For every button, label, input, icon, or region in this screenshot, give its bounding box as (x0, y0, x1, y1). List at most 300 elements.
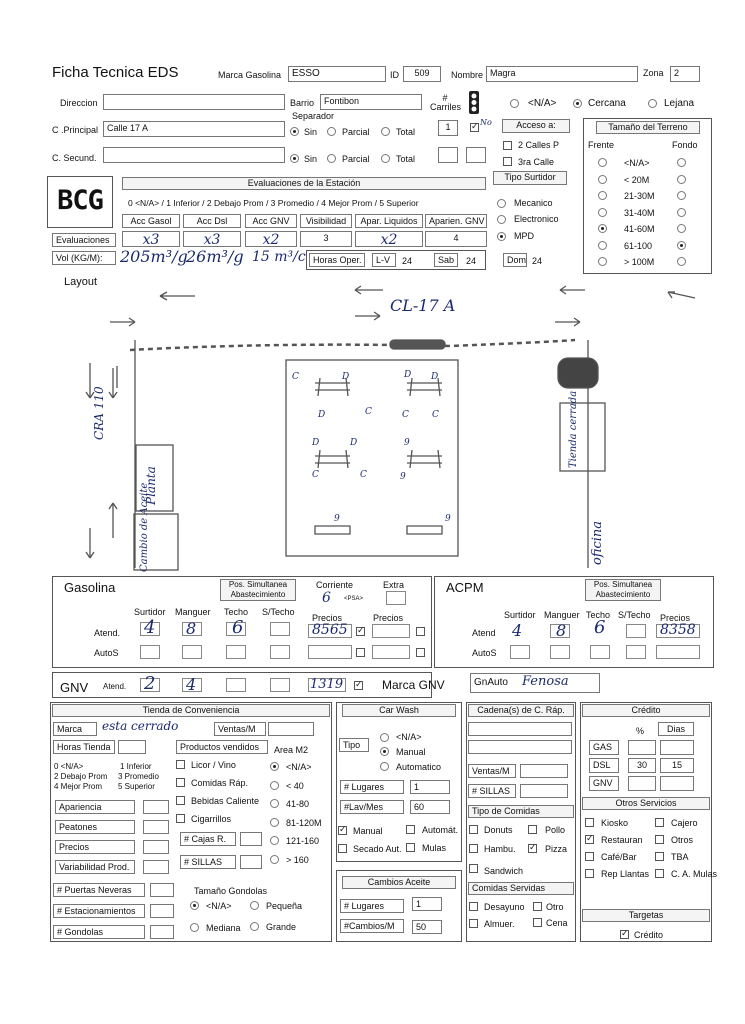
vol-dsl: 26m³/g (186, 247, 244, 266)
gasolina-extra-field[interactable] (386, 591, 406, 605)
surtidor-mpd-label: MPD (514, 231, 534, 241)
sep1-sin-radio[interactable] (290, 127, 299, 136)
aceite-lugares-field[interactable]: 1 (412, 897, 442, 911)
traffic-light-icon (466, 90, 482, 116)
proximity-cercana-label: Cercana (588, 98, 626, 109)
acpm-precio-value: 8358 (660, 622, 696, 638)
vol-label: Vol (KG/M): (52, 251, 116, 265)
frente-radio-1[interactable] (598, 175, 607, 184)
area-radio-2[interactable] (270, 799, 279, 808)
acpm-autos-label: AutoS (472, 648, 497, 658)
gnv-atend-label: Atend. (103, 682, 127, 691)
proximity-cercana-radio[interactable] (573, 99, 582, 108)
cajas-field[interactable] (240, 832, 262, 846)
sep2-parcial-radio[interactable] (327, 154, 336, 163)
aceite-lugares-label: # Lugares (340, 899, 404, 913)
vol-gnv: 15 m³/c (252, 249, 306, 265)
tienda-eval-label-2: Precios (55, 840, 135, 854)
gasolina-stecho-autos[interactable] (270, 645, 290, 659)
carwash-mulas-check[interactable] (406, 843, 415, 852)
tienda-eval-field-0[interactable] (143, 800, 169, 814)
gasolina-surtidor-autos[interactable] (140, 645, 160, 659)
credito-pct-label: % (636, 726, 645, 736)
id-label: ID (390, 70, 399, 80)
otros-check-3[interactable] (655, 835, 664, 844)
servida-cena-label: Cena (546, 918, 568, 928)
acceso-3ra-label: 3ra Calle (518, 157, 555, 167)
tienda-scale-1: 1 Inferior (120, 762, 152, 771)
carwash-title: Car Wash (342, 704, 456, 717)
barrio-label: Barrio (290, 98, 315, 108)
tienda-eval-field-1[interactable] (143, 820, 169, 834)
surtidor-electronico-radio[interactable] (497, 215, 506, 224)
tienda-extra-label-0: # Puertas Neveras (53, 883, 145, 897)
horas-label: Horas Oper. (309, 253, 365, 267)
fondo-radio-1[interactable] (677, 175, 686, 184)
otros-label-1: Cajero (671, 818, 698, 828)
eval-value-4[interactable]: x2 (355, 231, 423, 247)
gnv-marca-hand: Fenosa (522, 674, 569, 689)
comida-pizza-check[interactable] (528, 844, 537, 853)
gnv-stecho-field[interactable] (270, 678, 290, 692)
cajas-label: # Cajas R. (180, 832, 236, 846)
cadena-field-2[interactable] (468, 740, 572, 754)
servida-desayuno-check[interactable] (469, 902, 478, 911)
gasolina-corriente-value: 6 (322, 590, 331, 606)
layout-title: Layout (64, 276, 98, 288)
otros-check-4[interactable] (585, 852, 594, 861)
tienda-extra-field-2[interactable] (150, 925, 174, 939)
carwash-lav-field[interactable]: 60 (410, 800, 450, 814)
terreno-option-6: > 100M (624, 257, 655, 267)
carwash-lugares-label: # Lugares (340, 780, 404, 794)
acceso-title: Acceso a: (502, 119, 570, 133)
eval-value-2[interactable]: x2 (245, 231, 297, 247)
acpm-surtidor-value: 4 (512, 621, 523, 640)
cadena-sillas-label: # SILLAS (468, 784, 516, 798)
otros-label-6: Rep Llantas (601, 869, 650, 879)
producto-check-3[interactable] (176, 814, 185, 823)
credito-row-label-0: GAS (589, 740, 619, 755)
tienda-extra-label-2: # Gondolas (53, 925, 145, 939)
gasolina-precio-value: 8565 (312, 622, 348, 638)
carwash-manual-radio[interactable] (380, 747, 389, 756)
island-label-8: D (312, 438, 320, 448)
separador-check[interactable] (470, 123, 479, 132)
credito-row-pct-0[interactable] (628, 740, 656, 755)
comida-hambu-label: Hambu. (484, 844, 516, 854)
frente-radio-5[interactable] (598, 241, 607, 250)
tienda-extra-field-1[interactable] (150, 904, 174, 918)
gasolina-techo-autos[interactable] (226, 645, 246, 659)
servida-otro-check[interactable] (533, 902, 542, 911)
gondolas-pequena-radio[interactable] (250, 901, 259, 910)
credito-row-label-2: GNV (589, 776, 619, 791)
area-radio-5[interactable] (270, 855, 279, 864)
gasolina-precio-extra-field[interactable] (372, 624, 410, 638)
acpm-col-surtidor: Surtidor (504, 610, 536, 620)
acpm-title: ACPM (446, 580, 484, 595)
acceso-3ra-check[interactable] (503, 157, 512, 166)
eval-value-0[interactable]: x3 (122, 231, 180, 247)
gasolina-autos-extra-check[interactable] (416, 648, 425, 657)
credito-dias-label: Dias (658, 722, 694, 736)
sab-label: Sab (434, 253, 458, 267)
eval-col-1: Acc Dsl (183, 214, 241, 228)
gasolina-pos-label: Pos. Simultanea Abastecimiento (220, 579, 296, 601)
area-radio-1[interactable] (270, 781, 279, 790)
gasolina-autos-label: AutoS (94, 648, 119, 658)
frente-label: Frente (588, 140, 615, 150)
logo-text: BCG (57, 185, 103, 216)
sab-value[interactable]: 24 (466, 256, 477, 266)
page-title: Ficha Tecnica EDS (52, 64, 179, 81)
zona-field[interactable]: 2 (670, 66, 700, 82)
carwash-lugares-field[interactable]: 1 (410, 780, 450, 794)
island-label-12: 9 (404, 438, 410, 448)
gondolas-na-label: <N/A> (206, 901, 232, 911)
acceso-2calles-check[interactable] (503, 141, 512, 150)
gasolina-extra-check[interactable] (416, 627, 425, 636)
carwash-lav-label: #Lav/Mes (340, 800, 404, 814)
credito-row-dias-2[interactable] (660, 776, 694, 791)
servida-otro-label: Otro (546, 902, 564, 912)
direccion-field[interactable] (103, 94, 285, 110)
carriles-field[interactable]: 1 (438, 120, 458, 136)
acpm-precio-autos[interactable] (656, 645, 700, 659)
carwash-na-radio[interactable] (380, 733, 389, 742)
gnv-manguer-value: 4 (186, 675, 197, 694)
targetas-credito-check[interactable] (620, 930, 629, 939)
carwash-manual-check[interactable] (338, 826, 347, 835)
frente-radio-6[interactable] (598, 257, 607, 266)
gnv-precio-value: 1319 (310, 677, 344, 692)
gasolina-precio-extra-autos[interactable] (372, 645, 410, 659)
credito-row-dias-1[interactable]: 15 (660, 758, 694, 773)
producto-label-3: Cigarrillos (191, 814, 232, 824)
sep2-parcial-label: Parcial (342, 154, 370, 164)
acpm-stecho-autos[interactable] (626, 645, 646, 659)
otros-label-4: Café/Bar (601, 852, 637, 862)
gasolina-psa-label: <PSA> (344, 596, 364, 602)
frente-radio-3[interactable] (598, 208, 607, 217)
island-label-11: C (360, 470, 367, 480)
tienda-scale-3: 3 Promedio (118, 772, 159, 781)
terreno-option-0: <N/A> (624, 158, 650, 168)
layout-cra-label: CRA 110 (92, 386, 106, 440)
cadena-title: Cadena(s) de C. Ráp. (468, 704, 574, 717)
comida-pollo-label: Pollo (545, 825, 566, 835)
carriles-label: # Carriles (430, 93, 462, 112)
area-label: Area M2 (274, 745, 309, 755)
gasolina-extra-label: Extra (383, 580, 405, 590)
eval-col-2: Acc GNV (245, 214, 297, 228)
fondo-radio-2[interactable] (677, 191, 686, 200)
cadena-servidas-label: Comidas Servidas (468, 882, 574, 895)
fondo-radio-5[interactable] (677, 241, 686, 250)
tienda-scale-4: 4 Mejor Prom (54, 782, 103, 791)
gasolina-corriente-check[interactable] (356, 627, 365, 636)
gasolina-precios2-label: Precios (373, 613, 404, 623)
vol-gasol: 205m³/g (120, 247, 188, 266)
direccion-label: Direccion (60, 98, 98, 108)
cadena-field-1[interactable] (468, 722, 572, 736)
sep2-sin-radio[interactable] (290, 154, 299, 163)
barrio-field[interactable]: Fontibon (320, 94, 422, 110)
otros-check-6[interactable] (585, 869, 594, 878)
comida-donuts-label: Donuts (484, 825, 513, 835)
dom-value[interactable]: 24 (532, 256, 543, 266)
terreno-option-5: 61-100 (624, 240, 653, 251)
surtidor-mecanico-radio[interactable] (497, 199, 506, 208)
surtidor-mpd-radio[interactable] (497, 232, 506, 241)
gondolas-size-label: Tamaño Gondolas (194, 886, 268, 896)
fondo-radio-4[interactable] (677, 224, 686, 233)
terreno-option-3: 31-40M (624, 207, 655, 218)
frente-radio-0[interactable] (598, 158, 607, 167)
aceite-cambios-label: #Cambios/M (340, 919, 404, 933)
eval-col-5: Aparien. GNV (425, 214, 487, 228)
productos-label: Productos vendidos (176, 740, 268, 754)
gasolina-precio-autos[interactable] (308, 645, 352, 659)
sep1-sin-label: Sin (304, 127, 318, 137)
sep1-total-radio[interactable] (381, 127, 390, 136)
surtidor-mecanico-label: Mecanico (514, 198, 553, 208)
gasolina-col-techo: Techo (224, 607, 249, 617)
carwash-na-label: <N/A> (396, 732, 422, 742)
servida-almuer-label: Almuer. (484, 919, 515, 929)
secund-field[interactable] (103, 147, 285, 163)
terreno-option-1: < 20M (624, 174, 650, 185)
acpm-manguer-value: 8 (556, 621, 567, 640)
otros-label-5: TBA (671, 852, 689, 862)
carwash-automat-check[interactable] (406, 825, 415, 834)
aceite-cambios-field[interactable]: 50 (412, 920, 442, 934)
producto-check-1[interactable] (176, 778, 185, 787)
carwash-tipo-label: Tipo (339, 738, 369, 752)
island-label-6: D (431, 372, 439, 382)
gnv-surtidor-value: 2 (144, 673, 156, 694)
producto-check-0[interactable] (176, 760, 185, 769)
tienda-marca-value[interactable]: esta cerrado (102, 719, 179, 733)
acpm-col-manguer: Manguer (544, 610, 580, 620)
otros-title: Otros Servicios (582, 797, 710, 810)
acpm-techo-value: 6 (594, 617, 606, 638)
nombre-field[interactable]: Magra (486, 66, 638, 82)
targetas-title: Targetas (582, 909, 710, 922)
lv-value[interactable]: 24 (402, 256, 413, 266)
gasolina-title: Gasolina (64, 580, 116, 595)
tienda-marca-label: Marca (53, 722, 97, 736)
gnv-techo-field[interactable] (226, 678, 246, 692)
cadena-ventas-label: Ventas/M (468, 764, 516, 778)
gasolina-stecho-atend[interactable] (270, 622, 290, 636)
island-label-13: 9 (400, 472, 406, 482)
island-label-2: D (342, 372, 350, 382)
tienda-ventas-field[interactable] (268, 722, 314, 736)
tienda-ventas-label: Ventas/M (214, 722, 266, 736)
comida-pizza-label: Pizza (545, 844, 568, 854)
producto-check-2[interactable] (176, 796, 185, 805)
gondolas-grande-radio[interactable] (250, 922, 259, 931)
otros-label-7: C. A. Mulas (671, 869, 718, 879)
tienda-eval-label-0: Apariencia (55, 800, 135, 814)
otros-check-0[interactable] (585, 818, 594, 827)
fondo-radio-6[interactable] (677, 257, 686, 266)
gasolina-manguer-autos[interactable] (182, 645, 202, 659)
acpm-stecho-atend[interactable] (626, 624, 646, 638)
layout-oficina-label: oficina (590, 520, 605, 565)
tienda-horas-field[interactable] (118, 740, 146, 754)
acpm-manguer-autos[interactable] (550, 645, 570, 659)
otros-check-5[interactable] (655, 852, 664, 861)
acceso-2calles-label: 2 Calles P (518, 140, 560, 150)
marca-label: Marca Gasolina (218, 70, 282, 80)
area-option-0: <N/A> (286, 762, 312, 772)
sep1-parcial-radio[interactable] (327, 127, 336, 136)
credito-row-pct-2[interactable] (628, 776, 656, 791)
terreno-option-2: 21-30M (624, 191, 655, 201)
carwash-auto-radio[interactable] (380, 762, 389, 771)
proximity-lejana-label: Lejana (664, 98, 695, 109)
tienda-extra-label-1: # Estacionamientos (53, 904, 145, 918)
island-label-0: C (292, 372, 299, 382)
frente-radio-4[interactable] (598, 224, 607, 233)
layout-cambio-label: Cambio de Aceite (139, 482, 150, 572)
sep2-total-label: Total (396, 154, 416, 164)
gnv-marca-field[interactable]: GnAuto (470, 673, 600, 693)
island-label-4: D (404, 370, 412, 380)
comida-donuts-check[interactable] (469, 825, 478, 834)
cadena-ventas-field[interactable] (520, 764, 568, 778)
carriles2-field[interactable] (438, 147, 458, 163)
acpm-atend-label: Atend (472, 628, 496, 638)
credito-row-label-1: DSL (589, 758, 619, 773)
otros-check-1[interactable] (655, 818, 664, 827)
area-option-4: 121-160 (286, 836, 320, 846)
island-label-14: 9 (334, 514, 340, 524)
acpm-surtidor-autos[interactable] (510, 645, 530, 659)
otros-check-7[interactable] (655, 869, 664, 878)
frente-radio-2[interactable] (598, 191, 607, 200)
surtidor-electronico-label: Electronico (514, 214, 559, 224)
proximity-na-radio[interactable] (510, 99, 519, 108)
targetas-credito-label: Crédito (634, 930, 664, 940)
id-field[interactable]: 509 (403, 66, 441, 82)
zona-label: Zona (643, 68, 664, 78)
acpm-col-stecho: S/Techo (618, 610, 651, 620)
carwash-secado-label: Secado Aut. (353, 844, 402, 854)
layout-tienda-label: Tienda cerrada (568, 390, 579, 468)
area-radio-0[interactable] (270, 762, 279, 771)
sep1-total-label: Total (396, 127, 416, 137)
tienda-sillas-field[interactable] (240, 855, 262, 869)
carwash-secado-check[interactable] (338, 844, 347, 853)
gondolas-mediana-radio[interactable] (190, 923, 199, 932)
otros-check-2[interactable] (585, 835, 594, 844)
tienda-eval-field-2[interactable] (143, 840, 169, 854)
gnv-title: GNV (60, 680, 89, 695)
separador-note: No (480, 118, 492, 127)
comida-hambu-check[interactable] (469, 844, 478, 853)
tienda-extra-field-0[interactable] (150, 883, 174, 897)
island-label-9: C (312, 470, 319, 480)
area-radio-3[interactable] (270, 818, 279, 827)
cadena-sillas-field[interactable] (520, 784, 568, 798)
acpm-techo-autos[interactable] (590, 645, 610, 659)
proximity-na-label: <N/A> (528, 98, 557, 109)
comida-sandwich-label: Sandwich (484, 866, 524, 876)
layout-street-label: CL-17 A (390, 296, 456, 315)
gasolina-surtidor-value: 4 (144, 617, 156, 638)
fondo-radio-0[interactable] (677, 158, 686, 167)
marca-field[interactable]: ESSO (288, 66, 386, 82)
surtidor-title: Tipo Surtidor (493, 171, 567, 185)
island-label-3: C (365, 407, 372, 417)
credito-row-dias-0[interactable] (660, 740, 694, 755)
comida-pollo-check[interactable] (528, 825, 537, 834)
eval-value-5[interactable]: 4 (425, 231, 487, 247)
sep2-total-radio[interactable] (381, 154, 390, 163)
servida-almuer-check[interactable] (469, 919, 478, 928)
area-option-2: 41-80 (286, 799, 310, 809)
gasolina-manguer-value: 8 (186, 619, 197, 638)
credito-row-pct-1[interactable]: 30 (628, 758, 656, 773)
gasolina-techo-value: 6 (232, 617, 244, 638)
credito-title: Crédito (582, 704, 710, 717)
servida-desayuno-label: Desayuno (484, 902, 525, 912)
gondolas-na-radio[interactable] (190, 901, 199, 910)
gondolas-pequena-label: Pequeña (266, 901, 303, 911)
evaluaciones-title: Evaluaciones de la Estación (122, 177, 486, 190)
eval-value-3[interactable]: 3 (300, 231, 352, 247)
evaluaciones-scale: 0 <N/A> / 1 Inferior / 2 Debajo Prom / 3 Promedio / 4 Mejor Prom / 5 Superior (128, 198, 419, 208)
gasolina-atend-label: Atend. (94, 628, 121, 638)
gnv-precio-check[interactable] (354, 681, 363, 690)
gasolina-col-stecho: S/Techo (262, 607, 295, 617)
comida-sandwich-check[interactable] (469, 864, 478, 873)
otros-label-3: Otros (671, 835, 694, 845)
producto-label-2: Bebidas Caliente (191, 796, 260, 806)
eval-value-1[interactable]: x3 (183, 231, 241, 247)
tienda-horas-label: Horas Tienda (53, 740, 115, 754)
tienda-scale-5: 5 Superior (118, 782, 155, 791)
area-radio-4[interactable] (270, 836, 279, 845)
island-label-5: C (402, 410, 409, 420)
gasolina-autos-check[interactable] (356, 648, 365, 657)
dom-label: Dom (503, 253, 527, 267)
sep2-sin-label: Sin (304, 154, 318, 164)
area-option-1: < 40 (286, 780, 304, 791)
producto-label-0: Licor / Vino (191, 760, 236, 770)
aceite-title: Cambios Aceite (342, 876, 456, 889)
fondo-radio-3[interactable] (677, 208, 686, 217)
eval-col-4: Apar. Liquidos (355, 214, 423, 228)
producto-label-1: Comidas Ráp. (191, 778, 249, 788)
island-label-10: D (350, 438, 358, 448)
proximity-lejana-radio[interactable] (648, 99, 657, 108)
principal-field[interactable]: Calle 17 A (103, 121, 285, 137)
gasolina-col-surtidor: Surtidor (134, 607, 166, 617)
tienda-scale-0: 0 <N/A> (54, 762, 84, 771)
separador2-field[interactable] (466, 147, 486, 163)
tienda-eval-field-3[interactable] (143, 860, 169, 874)
carwash-manual-check-label: Manual (353, 826, 383, 836)
island-label-7: C (432, 410, 439, 420)
servida-cena-check[interactable] (533, 918, 542, 927)
otros-label-2: Restauran (601, 835, 643, 845)
carwash-automat-check-label: Automát. (422, 825, 459, 835)
